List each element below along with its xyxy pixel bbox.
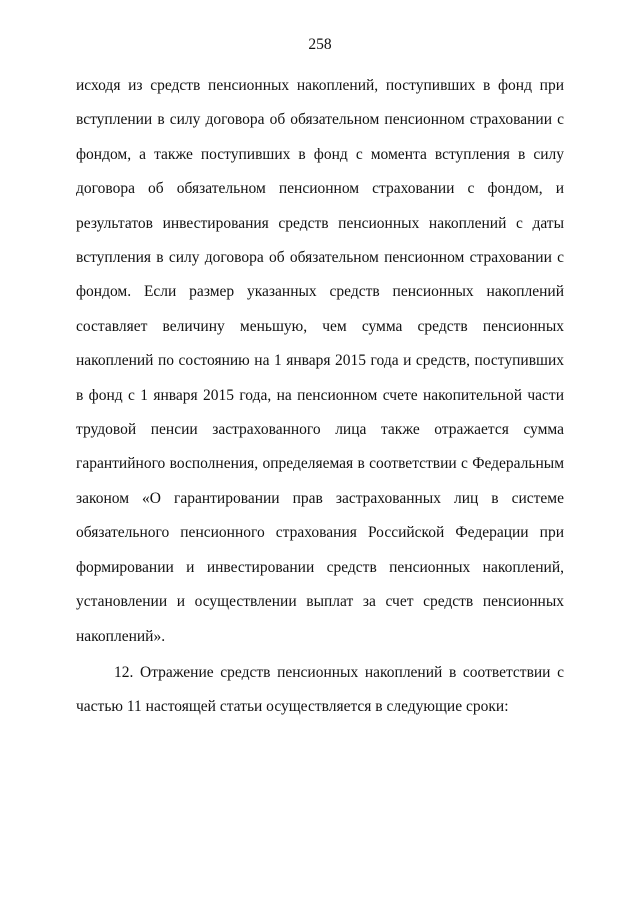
body-paragraph-continuation: исходя из средств пенсионных накоплений, поступивших в фонд при вступлении в силу договора об обязательном пенсионном страховании с фондом, а также поступивших в фонд с момента вступления в силу договора об обязательном пенсионном страховании с фондом, и результатов инвестирования средств пенсионных накоплений с даты вступления в силу договора об обязательном пенсионном страховании с фондом. Если размер указанных средств пенсионных накоплений составляет величину меньшую, чем сумма средств пенсионных накоплений по состоянию на 1 января 2015 года и средств, поступивших в фонд с 1 января 2015 года, на пенсионном счете накопительной части трудовой пенсии застрахованного лица также отражается сумма гарантийного восполнения, определяемая в соответствии с Федеральным законом «О гарантировании прав застрахованных лиц в системе обязательного пенсионного страхования Российской Федерации при формировании и инвестировании средств пенсионных накоплений, установлении и осуществлении выплат за счет средств пенсионных накоплений». <box>76 77 564 645</box>
page-number: 258 <box>308 36 332 53</box>
body-paragraph-item-12: 12. Отражение средств пенсионных накоплений в соответствии с частью 11 настоящей статьи осуществляется в следующие сроки: <box>76 664 564 716</box>
